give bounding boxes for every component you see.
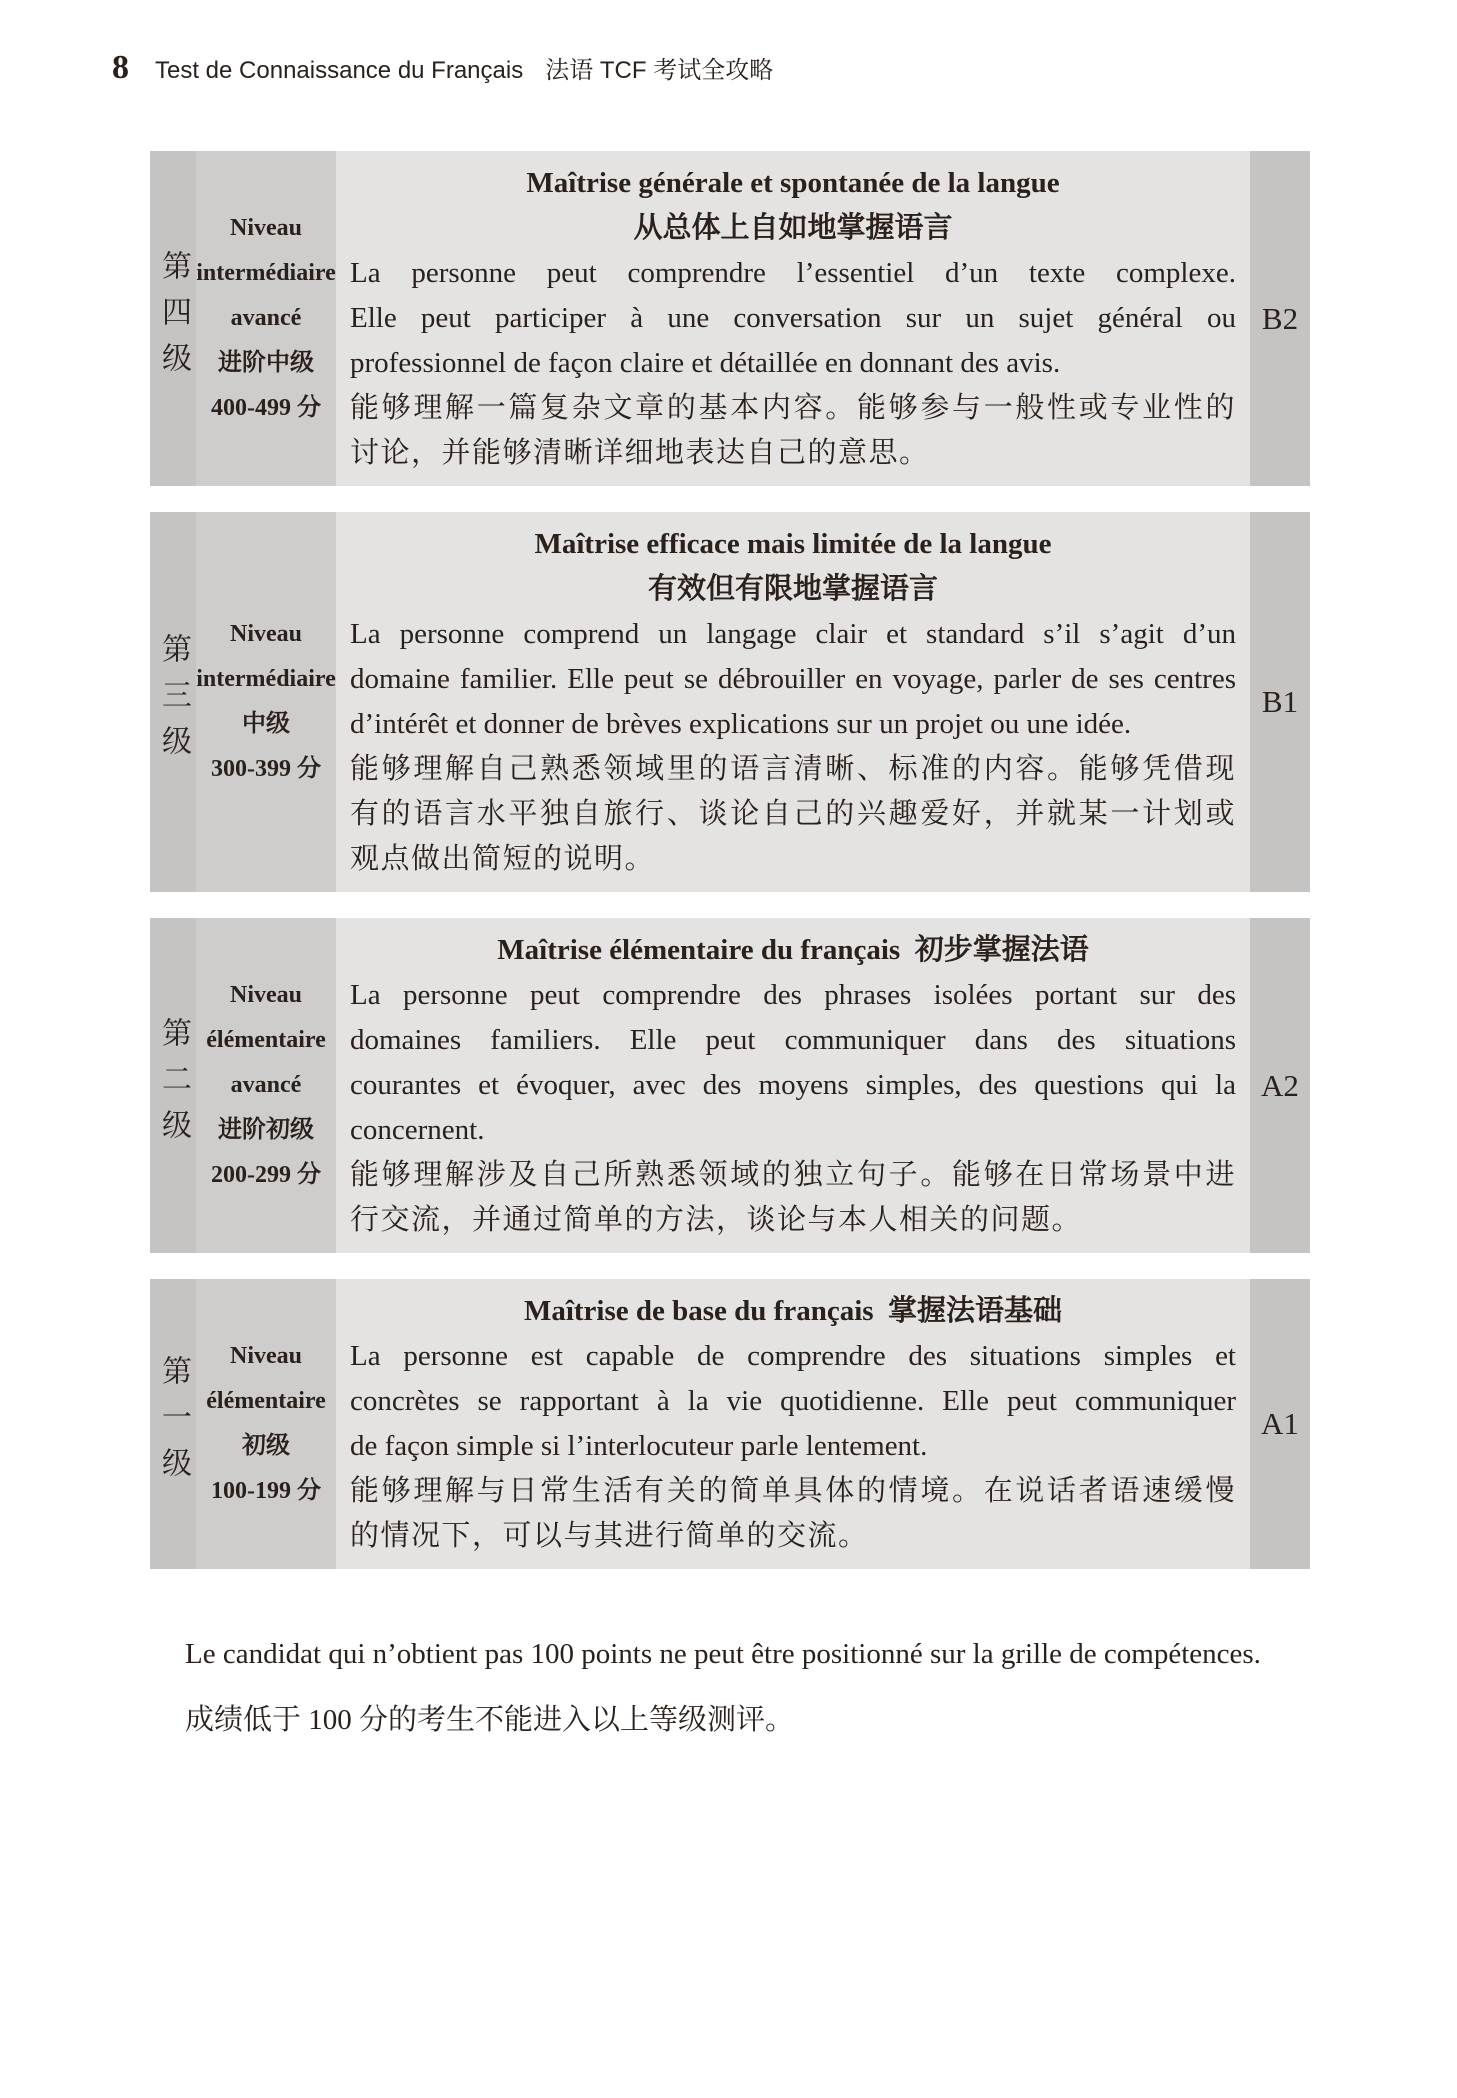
body-line: 能够理解与日常生活有关的简单具体的情境。在说话者语速缓慢 [350,1475,1236,1507]
block-title-chinese: 有效但有限地掌握语言 [647,573,938,605]
description-column [336,1279,1250,1569]
grade-label: 第一级 [157,1355,190,1493]
body-line: 观点做出简短的说明。 [350,843,656,875]
description-column [336,151,1250,486]
niveau-column [196,512,336,892]
body-line: de façon simple si l’interlocuteur parle lentement. [350,1430,928,1462]
body-line: concrètes se rapportant à la vie quotidienne. Elle peut communiquer [350,1385,1236,1417]
niveau-line: Niveau [230,215,302,241]
niveau-line: Niveau [230,1343,302,1369]
level-label: A1 [1261,1406,1299,1441]
grade-column [150,918,196,1253]
niveau-column [196,151,336,486]
niveau-line: élémentaire [206,1027,326,1053]
level-label: B2 [1261,300,1299,336]
block-title-chinese: 从总体上自如地掌握语言 [633,212,953,244]
body-line: Elle peut participer à une conversation sur un sujet général ou [350,302,1236,334]
footer-note-chinese: 成绩低于 100 分的考生不能进入以上等级测评。 [185,1704,795,1736]
niveau-line: 进阶中级 [218,350,314,376]
page-number: 8 [112,49,129,86]
level-column [1250,151,1310,486]
niveau-line: avancé [230,1072,302,1098]
description-column [336,918,1250,1253]
block-title-french: Maîtrise générale et spontanée de la langue [526,167,1060,199]
body-line: La personne est capable de comprendre des situations simples et [350,1340,1236,1372]
niveau-line: avancé [230,305,302,331]
niveau-line: 100-199 分 [211,1478,321,1504]
niveau-line: 中级 [242,711,290,737]
running-title-french: Test de Connaissance du Français [155,57,524,84]
body-line: 能够理解一篇复杂文章的基本内容。能够参与一般性或专业性的 [350,392,1236,424]
body-line: professionnel de façon claire et détaillée en donnant des avis. [350,347,1061,379]
body-line: domaine familier. Elle peut se débrouiller en voyage, parler de ses centres [350,663,1236,695]
level-column [1250,512,1310,892]
body-line: domaines familiers. Elle peut communiquer dans des situations [350,1024,1236,1056]
body-line: concernent. [350,1114,485,1146]
body-line: 有的语言水平独自旅行、谈论自己的兴趣爱好，并就某一计划或 [350,798,1236,830]
grade-label: 第二级 [157,1016,190,1155]
niveau-line: intermédiaire [196,666,336,692]
level-label: B1 [1261,684,1299,719]
niveau-line: 200-299 分 [211,1162,321,1188]
footer-note-french: Le candidat qui n’obtient pas 100 points ne peut être positionné sur la grille de compétences. [185,1638,1261,1670]
niveau-line: 初级 [242,1433,290,1459]
grade-column [150,1279,196,1569]
niveau-line: intermédiaire [196,260,336,286]
body-line: d’intérêt et donner de brèves explications sur un projet ou une idée. [350,708,1132,740]
niveau-line: 400-499 分 [211,395,321,421]
page-header [112,50,1457,85]
body-line: 行交流，并通过简单的方法，谈论与本人相关的问题。 [350,1204,1083,1236]
level-column [1250,1279,1310,1569]
body-line: 讨论，并能够清晰详细地表达自己的意思。 [350,437,930,469]
body-line: La personne peut comprendre l’essentiel d’un texte complexe. [350,257,1236,289]
levels-table [150,151,1310,1569]
grade-label: 第四级 [157,249,190,388]
level-block-a1 [150,1279,1310,1569]
level-block-b2 [150,151,1310,486]
body-line: 的情况下，可以与其进行简单的交流。 [350,1520,869,1552]
body-line: courantes et évoquer, avec des moyens simples, des questions qui la [350,1069,1236,1101]
level-label: A2 [1261,1067,1299,1103]
level-block-a2 [150,918,1310,1253]
level-column [1250,918,1310,1253]
block-title-french: Maîtrise efficace mais limitée de la langue [534,528,1052,560]
block-title: Maîtrise de base du français 掌握法语基础 [523,1295,1063,1327]
niveau-line: 进阶初级 [218,1117,314,1143]
grade-column [150,512,196,892]
niveau-column [196,918,336,1253]
niveau-line: élémentaire [206,1388,326,1414]
grade-label: 第三级 [157,633,190,771]
niveau-column [196,1279,336,1569]
page-footer-note [185,1631,1340,1744]
grade-column [150,151,196,486]
description-column [336,512,1250,892]
body-line: 能够理解自己熟悉领域里的语言清晰、标准的内容。能够凭借现 [350,753,1236,785]
body-line: La personne peut comprendre des phrases isolées portant sur des [350,979,1236,1011]
niveau-line: Niveau [230,982,302,1008]
body-line: 能够理解涉及自己所熟悉领域的独立句子。能够在日常场景中进 [350,1159,1236,1191]
niveau-line: Niveau [230,621,302,647]
niveau-line: 300-399 分 [211,756,321,782]
level-block-b1 [150,512,1310,892]
running-title-chinese: 法语 TCF 考试全攻略 [545,57,774,84]
book-page [0,50,1457,2098]
body-line: La personne comprend un langage clair et standard s’il s’agit d’un [350,618,1236,650]
block-title: Maîtrise élémentaire du français 初步掌握法语 [497,934,1089,966]
